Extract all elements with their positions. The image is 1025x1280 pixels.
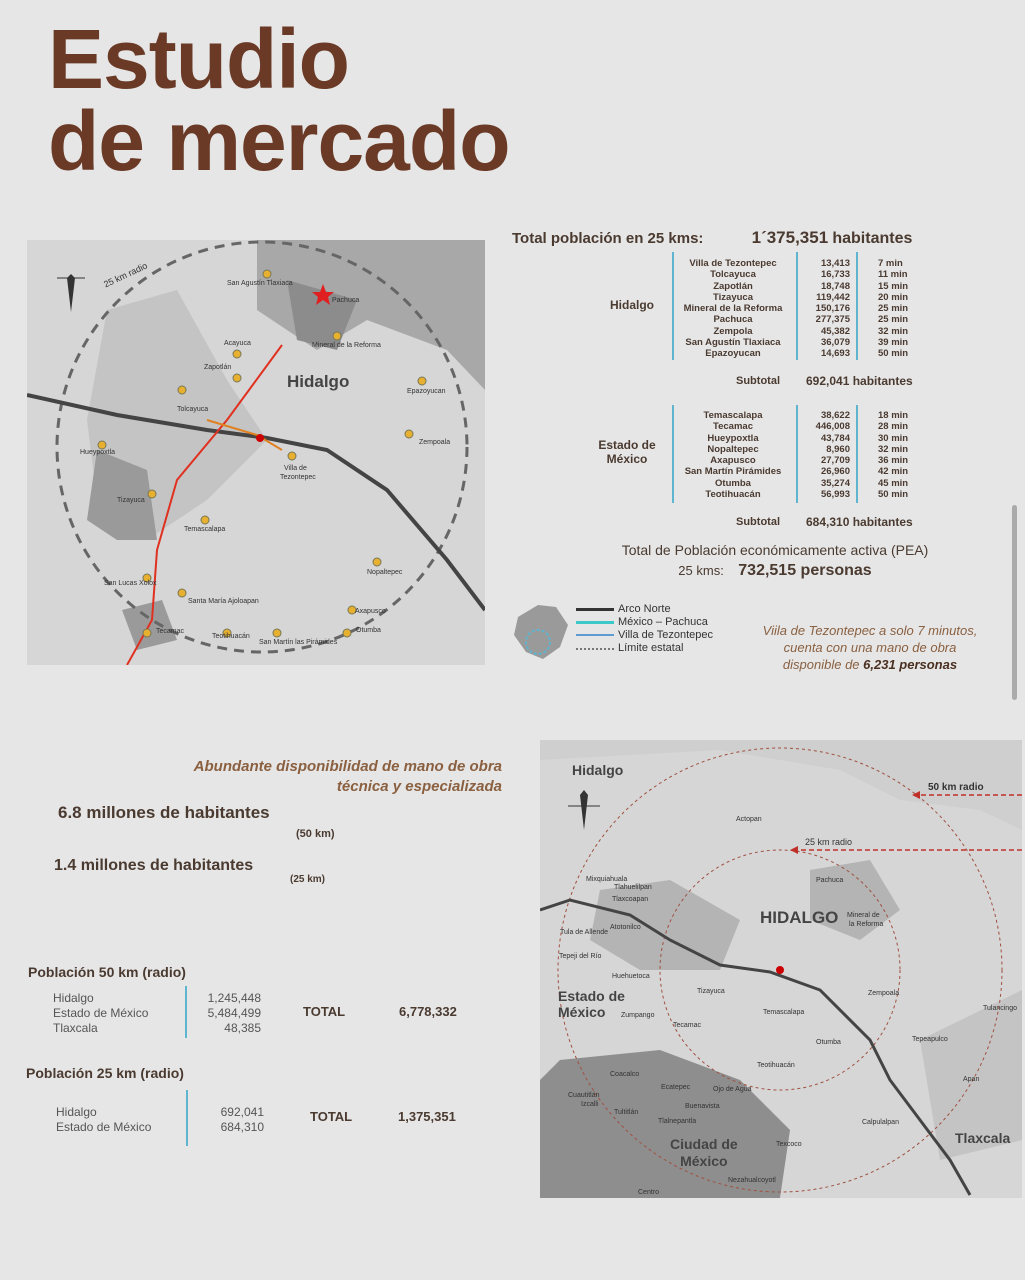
state-pop: 48,385: [224, 1021, 261, 1035]
r50-label: 50 km radio: [928, 782, 984, 793]
hidalgo-towns: [676, 258, 790, 360]
place-label: Huehuetoca: [612, 973, 650, 980]
town-time: 32 min: [878, 325, 909, 337]
place-label: Atotonilco: [610, 924, 641, 931]
pop25-total: 1,375,351: [398, 1109, 456, 1124]
stat-50km-radius: (50 km): [296, 828, 335, 840]
town-pop: 150,176: [815, 303, 850, 315]
place-label: Otumba: [816, 1039, 841, 1046]
place-label: Zempoala: [419, 439, 451, 446]
town-time: 15 min: [878, 280, 909, 292]
edomex-pops: [800, 410, 850, 500]
pop50-title: Población 50 km (radio): [28, 964, 186, 980]
place-label: Tezontepec: [280, 474, 316, 481]
place-label: Hueypoxtla: [80, 449, 116, 456]
town-pop: 36,079: [820, 337, 850, 349]
town-time: 50 min: [878, 348, 909, 360]
map2-edomex: Estado de México: [558, 988, 625, 1020]
town-time: 32 min: [878, 443, 909, 455]
place-label: Temascalapa: [184, 526, 226, 533]
place-label: Mineral de la Reforma: [312, 342, 381, 349]
labor-headline: Abundante disponibilidad de mano de obra técnica y especializada: [193, 758, 502, 795]
place-label: Tula de Allende: [560, 929, 608, 936]
town-pop: 18,748: [820, 280, 850, 292]
pop50-names: [53, 991, 148, 1036]
place-label: Tepeji del Río: [559, 953, 602, 960]
town-time: 39 min: [878, 337, 909, 349]
state-name: Estado de México: [53, 1006, 149, 1020]
place-label: Axapusco: [355, 608, 386, 615]
place-label: Tecamac: [673, 1022, 702, 1029]
town-name: Tizayuca: [713, 291, 753, 303]
place-label: Acayuca: [224, 340, 251, 347]
region-hidalgo: Hidalgo: [287, 372, 350, 391]
town-name: Nopaltepec: [707, 443, 759, 455]
compass-icon: [580, 790, 588, 830]
hidalgo-subtotal-label: Subtotal: [736, 375, 780, 387]
place-label: Cuautitlán: [568, 1092, 600, 1099]
place-label: Apan: [963, 1076, 980, 1083]
place-label: Actopan: [736, 816, 762, 823]
town-pop: 45,382: [820, 325, 850, 337]
place-label: Santa María Ajoloapan: [188, 598, 259, 605]
place-label: Buenavista: [685, 1103, 720, 1110]
state-name: Hidalgo: [53, 991, 94, 1005]
villa-tezontepec-marker: [256, 434, 264, 442]
town-pop: 26,960: [820, 466, 850, 478]
place-label: Tlaxcoapan: [612, 896, 649, 903]
state-edomex: Estado de México: [598, 438, 656, 466]
edomex-subtotal: 684,310 habitantes: [806, 515, 913, 529]
place-label: Izcalli: [581, 1101, 599, 1108]
town-time: 36 min: [878, 455, 909, 467]
hidalgo-times: [878, 258, 928, 360]
town-time: 18 min: [878, 410, 909, 421]
town-name: Tecamac: [713, 421, 753, 433]
place-label: Zempoala: [868, 990, 900, 997]
place-label: Zapotlán: [204, 364, 232, 371]
legend: Arco Norte México – Pachuca Villa de Tezontepec Límite estatal: [576, 603, 736, 655]
town-name: Teotihuacán: [705, 489, 761, 501]
state-pop: 692,041: [220, 1105, 264, 1119]
place-label: Ecatepec: [661, 1084, 691, 1091]
villa-note: Viila de Tezontepec a solo 7 minutos, cuenta con una mano de obra disponible de 6,231 personas: [762, 623, 978, 672]
town-name: Tolcayuca: [710, 269, 756, 281]
pop25-names: [56, 1105, 151, 1135]
pop25-title: Población 25 km (radio): [26, 1065, 184, 1081]
town-name: San Martín Pirámides: [684, 466, 782, 478]
town-time: 30 min: [878, 432, 909, 444]
pop50-total: 6,778,332: [399, 1004, 457, 1019]
town-time: 50 min: [878, 489, 909, 501]
place-label: Teotihuacán: [757, 1062, 795, 1069]
town-name: Villa de Tezontepec: [689, 258, 777, 269]
stat-50km-value: 6.8 millones de habitantes: [58, 803, 270, 822]
place-label: Tolcayuca: [177, 406, 209, 413]
place-label: Texcoco: [776, 1141, 802, 1148]
pop25-values: [199, 1105, 264, 1135]
town-name: Mineral de la Reforma: [683, 303, 783, 315]
place-label: Otumba: [356, 627, 381, 634]
edomex-times: [878, 410, 928, 500]
hidalgo-subtotal: 692,041 habitantes: [806, 374, 913, 388]
place-label: Ojo de Agua: [713, 1086, 752, 1093]
town-time: 20 min: [878, 291, 909, 303]
town-pop: 56,993: [820, 489, 850, 501]
r25-label: 25 km radio: [805, 837, 853, 847]
town-pop: 16,733: [820, 269, 850, 281]
state-pop: 1,245,448: [207, 991, 261, 1005]
stat-25km-radius: (25 km): [290, 874, 326, 885]
place-label: Zumpango: [621, 1012, 655, 1019]
place-label: Teotihuacán: [212, 633, 250, 640]
map-50km: [540, 740, 1022, 1198]
map2-hidalgo: HIDALGO: [760, 908, 839, 927]
place-label: Villa de: [284, 465, 307, 472]
place-label: Tlahuelilpan: [614, 884, 652, 891]
state-name: Estado de México: [56, 1120, 152, 1134]
pop50-total-label: TOTAL: [303, 1004, 346, 1019]
map2-cdmx: Ciudad de México: [670, 1136, 738, 1169]
map-25km: [27, 240, 485, 665]
site-marker: [776, 966, 784, 974]
town-time: 28 min: [878, 421, 909, 433]
town-time: 25 min: [878, 303, 909, 315]
place-label: Tizayuca: [117, 497, 145, 504]
town-name: Pachuca: [713, 314, 753, 326]
town-name: Otumba: [715, 477, 751, 489]
town-time: 25 min: [878, 314, 909, 326]
town-name: Epazoyucan: [705, 348, 761, 360]
place-label: San Agustín Tlaxiaca: [227, 280, 293, 287]
place-label: Tulancingo: [983, 1005, 1017, 1012]
place-label: Tultitlán: [614, 1109, 639, 1116]
town-pop: 27,709: [820, 455, 850, 467]
state-pop: 684,310: [220, 1120, 264, 1134]
town-pop: 14,693: [820, 348, 850, 360]
place-label: Pachuca: [816, 877, 844, 884]
mexico-inset-icon: [508, 597, 578, 667]
place-label: San Martín las Pirámides: [259, 639, 338, 646]
state-hidalgo: Hidalgo: [610, 298, 654, 312]
place-label: la Reforma: [849, 921, 884, 928]
town-time: 11 min: [878, 269, 908, 281]
town-name: Temascalapa: [703, 410, 763, 421]
pea-block: Total de Población económicamente activa (PEA) 25 kms: 732,515 personas: [621, 542, 929, 579]
map2-hidalgo-top: Hidalgo: [572, 762, 624, 778]
place-label: Mixquiahuala: [586, 876, 628, 883]
place-label: Calpulalpan: [862, 1119, 899, 1126]
place-label: Centro: [638, 1189, 660, 1196]
town-pop: 119,442: [816, 291, 850, 303]
edomex-towns: [676, 410, 790, 500]
town-name: Zempola: [713, 325, 753, 337]
pop50-values: [196, 991, 261, 1036]
state-pop: 5,484,499: [207, 1006, 261, 1020]
place-label: Tlalnepantla: [658, 1118, 697, 1125]
town-name: Axapusco: [710, 455, 756, 467]
stat-25km-value: 1.4 millones de habitantes: [54, 857, 254, 874]
place-label: Epazoyucan: [407, 388, 446, 395]
town-name: Zapotlán: [713, 280, 753, 292]
place-label: San Lucas Xolox: [104, 580, 157, 587]
town-pop: 8,960: [826, 443, 850, 455]
compass-icon: [67, 274, 75, 312]
place-label: Pachuca: [332, 297, 360, 304]
town-name: Hueypoxtla: [707, 432, 759, 444]
town-time: 45 min: [878, 477, 909, 489]
state-name: Hidalgo: [56, 1105, 97, 1119]
town-name: San Agustín Tlaxiaca: [685, 337, 781, 349]
edomex-subtotal-label: Subtotal: [736, 516, 780, 528]
town-pop: 38,622: [820, 410, 850, 421]
place-label: Temascalapa: [763, 1009, 805, 1016]
place-label: Tizayuca: [697, 988, 725, 995]
place-label: Nopaltepec: [367, 569, 403, 576]
pop25-total-label: TOTAL: [310, 1109, 353, 1124]
place-label: Tepeapulco: [912, 1036, 948, 1043]
town-pop: 43,784: [820, 432, 850, 444]
town-time: 7 min: [878, 258, 903, 269]
population-summary: Total población en 25 kms: 1´375,351 habitantes: [512, 228, 913, 247]
town-pop: 35,274: [820, 477, 850, 489]
scrollbar[interactable]: [1012, 505, 1017, 700]
page-title: Estudio de mercado: [48, 12, 510, 188]
hidalgo-pops: [800, 258, 850, 360]
town-pop: 277,375: [815, 314, 850, 326]
radius-label: 25 km radio: [102, 260, 149, 290]
place-label: Tecamac: [156, 628, 185, 635]
map2-tlaxcala: Tlaxcala: [955, 1130, 1011, 1146]
map-50km-graphic: [540, 740, 1022, 1198]
town-time: 42 min: [878, 466, 909, 478]
town-pop: 446,008: [815, 421, 850, 433]
state-name: Tlaxcala: [53, 1021, 98, 1035]
place-label: Nezahualcoyotl: [728, 1177, 776, 1184]
place-label: Coacalco: [610, 1071, 640, 1078]
place-label: Mineral de: [847, 912, 880, 919]
town-pop: 13,413: [820, 258, 850, 269]
